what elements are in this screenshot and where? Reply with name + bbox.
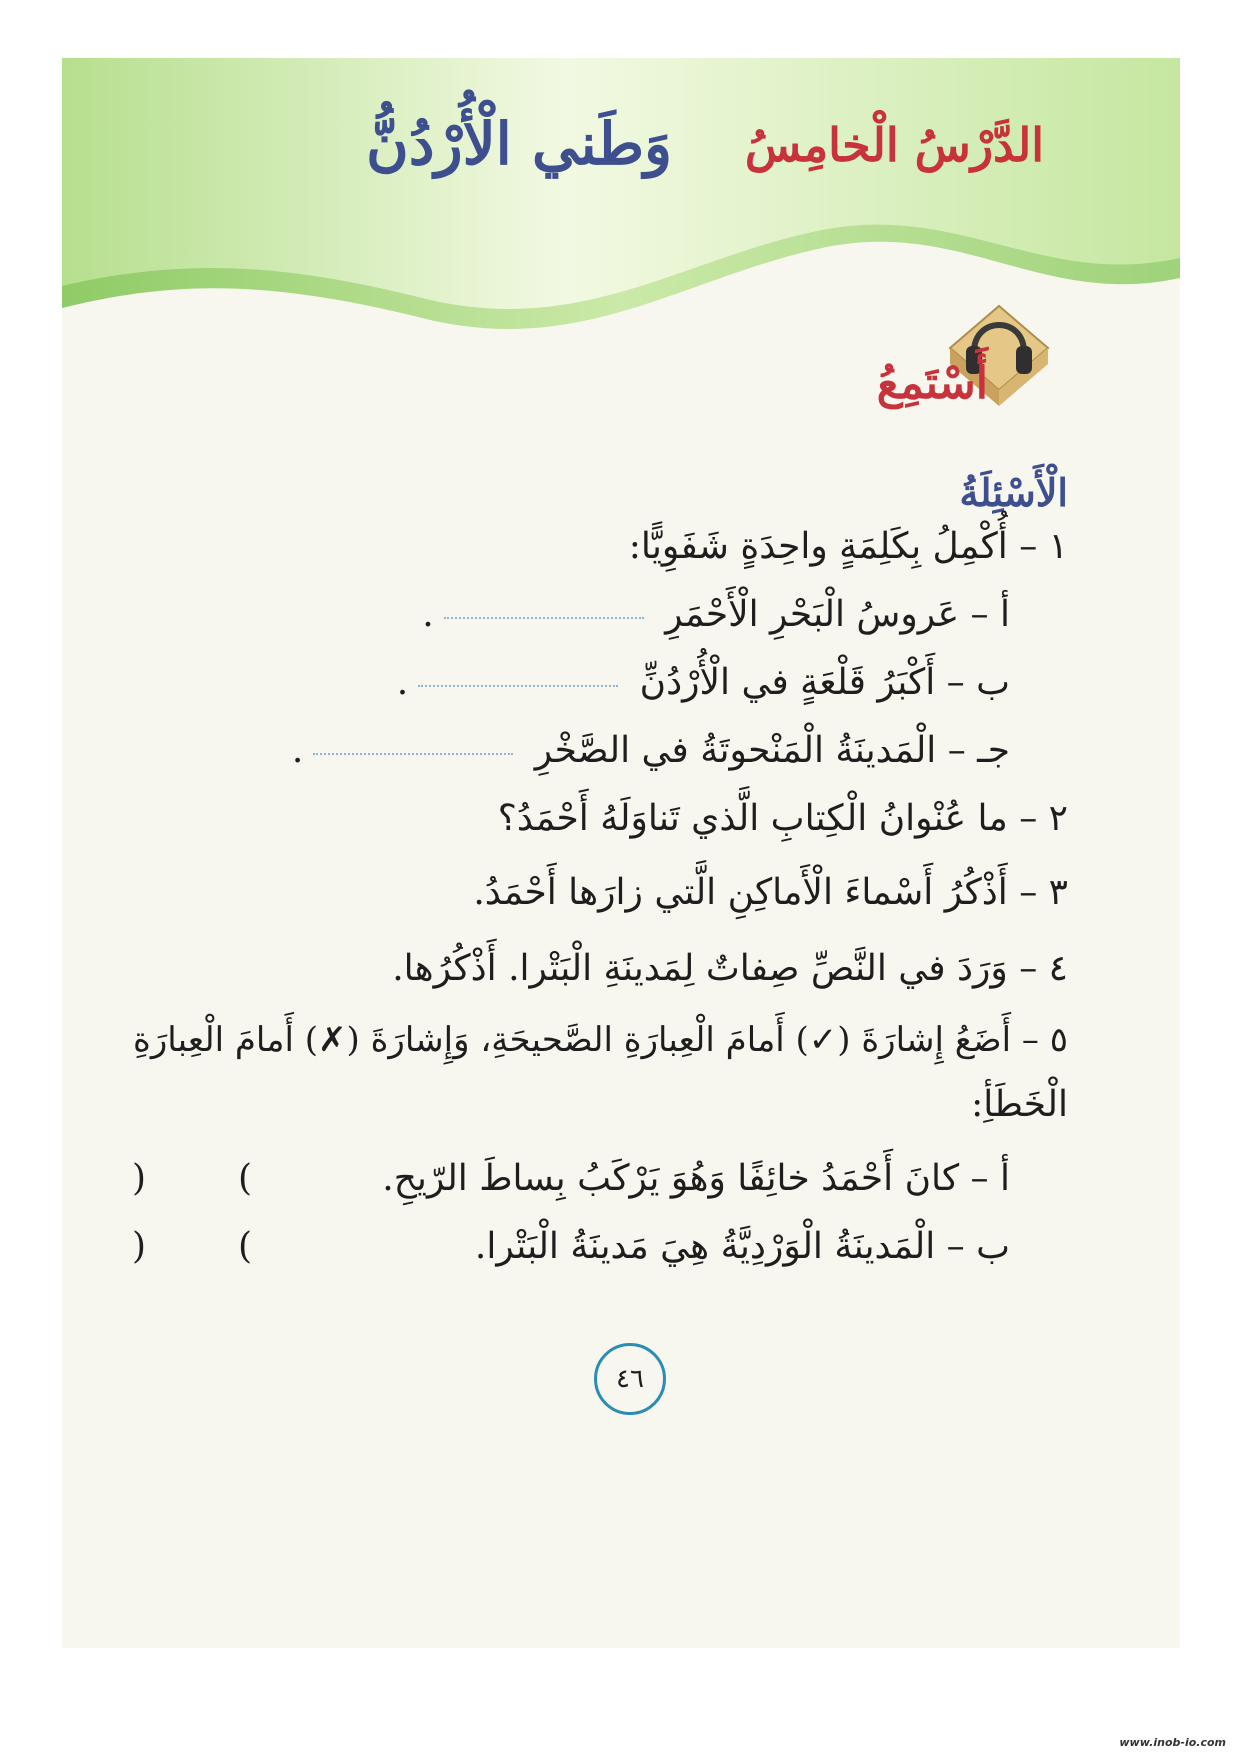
answer-blank[interactable] — [418, 683, 618, 687]
question-2: ٢ – ما عُنْوانُ الْكِتابِ الَّذي تَناوَلَهُ أَحْمَدُ؟ — [497, 798, 1068, 839]
answer-box-b[interactable] — [132, 1226, 252, 1267]
answer-box-a[interactable] — [132, 1158, 252, 1199]
sentence-dot: . — [422, 594, 434, 635]
paren-open: ( — [237, 1226, 252, 1267]
question-4: ٤ – وَرَدَ في النَّصِّ صِفاتٌ لِمَدينَةِ الْبَتْرا. أَذْكُرُها. — [392, 948, 1068, 989]
lesson-label: الدَّرْسُ الْخامِسُ — [744, 118, 1044, 172]
answer-blank[interactable] — [444, 615, 644, 619]
sentence-dot: . — [291, 730, 304, 771]
question-1b — [397, 662, 1010, 703]
question-1a — [422, 594, 1010, 635]
paren-close: ) — [132, 1158, 147, 1199]
textbook-page — [62, 58, 1180, 1648]
watermark: www.inob-io.com — [1119, 1736, 1226, 1749]
lesson-title: وَطَني الْأُرْدُنُّ — [366, 110, 672, 178]
listen-label: أَسْتَمِعُ — [876, 358, 988, 409]
question-1a-text: أ – عَروسُ الْبَحْرِ الْأَحْمَرِ — [665, 594, 1010, 635]
statement-a: أ – كانَ أَحْمَدُ خائِفًا وَهُوَ يَرْكَبُ بِساطَ الرّيحِ. — [382, 1158, 1010, 1199]
sentence-dot: . — [396, 662, 409, 703]
page-number: ٤٦ — [594, 1343, 666, 1415]
questions-heading: الْأَسْئِلَةُ — [959, 470, 1068, 515]
answer-blank[interactable] — [313, 751, 513, 755]
question-5-line-2: الْخَطَأِ: — [971, 1084, 1068, 1125]
question-1b-text: ب – أَكْبَرُ قَلْعَةٍ في الْأُرْدُنِّ — [639, 662, 1010, 703]
paren-close: ) — [132, 1226, 147, 1267]
question-1c-text: جـ – الْمَدينَةُ الْمَنْحوتَةُ في الصَّخْرِ — [534, 730, 1010, 771]
statement-b: ب – الْمَدينَةُ الْوَرْدِيَّةُ هِيَ مَدينَةُ الْبَتْرا. — [474, 1226, 1010, 1267]
question-1c — [292, 730, 1010, 771]
paren-open: ( — [237, 1158, 252, 1199]
question-5-line-1: ٥ – أَضَعُ إِشارَةَ (✓) أَمامَ الْعِبارَةِ الصَّحيحَةِ، وَإِشارَةَ (✗) أَمامَ الْعِبارَةِ — [133, 1020, 1068, 1060]
question-1: ١ – أُكْمِلُ بِكَلِمَةٍ واحِدَةٍ شَفَوِيًّا: — [628, 526, 1068, 567]
question-3: ٣ – أَذْكُرُ أَسْماءَ الْأَماكِنِ الَّتي زارَها أَحْمَدُ. — [473, 872, 1068, 913]
